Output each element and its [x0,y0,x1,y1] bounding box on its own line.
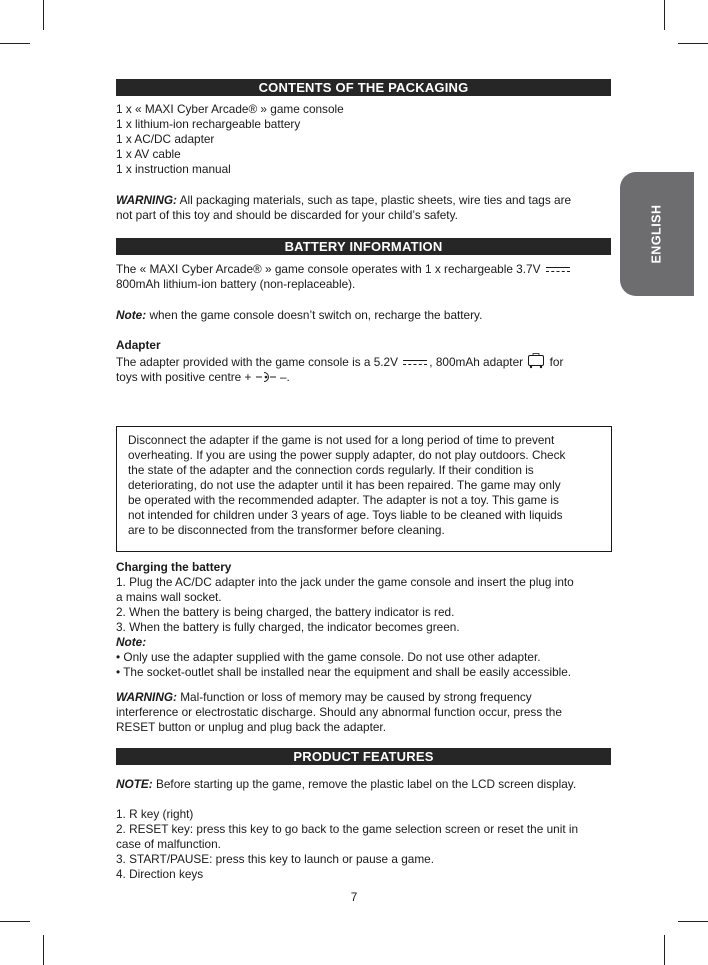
note-item: • Only use the adapter supplied with the game console. Do not use other adapter. [116,650,541,664]
warning-label: WARNING: [116,690,177,704]
list-item: 4. Direction keys [116,867,204,881]
note-label: NOTE: [116,777,153,791]
box-line: the state of the adapter and the connection cords regularly. If their condition is [128,463,534,477]
crop-mark [678,921,708,922]
warning-label: WARNING: [116,193,177,207]
adapter-text: for [549,355,564,369]
charging-step: 2. When the battery is being charged, the battery indicator is red. [116,605,455,619]
list-item: 2. RESET key: press this key to go back to the game selection screen or reset the unit in [116,822,579,836]
dc-symbol-icon [403,359,427,367]
adapter-text: toys with positive centre + [116,370,252,384]
warning-text: RESET button or unplug and plug back the adapter. [116,720,386,734]
list-item: 1 x « MAXI Cyber Arcade® » game console [116,102,344,116]
crop-mark [43,935,44,965]
list-item: 1 x AV cable [116,147,181,161]
interference-warning [116,690,612,735]
box-line: deteriorating, do not use the adapter until it has been repaired. The game may only [128,478,561,492]
warning-text: All packaging materials, such as tape, plastic sheets, wire ties and tags are [179,193,572,207]
adapter-title: Adapter [116,338,161,352]
section-heading-contents: CONTENTS OF THE PACKAGING [116,79,611,96]
language-tab-label: ENGLISH [649,204,664,264]
box-line: not intended for children under 3 years of age. Toys liable to be cleaned with liquids [128,508,563,522]
language-tab [620,172,694,296]
adapter-warning-box [116,426,612,552]
note-label: Note: [116,308,147,322]
warning-text: Mal-function or loss of memory may be caused by strong frequency [180,690,532,704]
crop-mark [664,0,665,30]
adapter-text: –. [279,370,290,384]
section-heading-battery: BATTERY INFORMATION [116,238,611,255]
box-line: Disconnect the adapter if the game is not used for a long period of time to prevent [128,433,555,447]
charging-step: 3. When the battery is fully charged, the indicator becomes green. [116,620,460,634]
features-note [116,777,612,792]
box-line: are to be disconnected from the transformer before cleaning. [128,523,445,537]
list-item: 1. R key (right) [116,807,194,821]
battery-intro-text: The « MAXI Cyber Arcade® » game console operates with 1 x rechargeable 3.7V [116,262,541,276]
list-item: 3. START/PAUSE: press this key to launch or pause a game. [116,852,435,866]
adapter-text: The adapter provided with the game console is a 5.2V [116,355,398,369]
charging-step: a mains wall socket. [116,590,222,604]
crop-mark [678,43,708,44]
list-item: 1 x lithium-ion rechargeable battery [116,117,301,131]
page-number: 7 [350,890,358,904]
note-text: Before starting up the game, remove the plastic label on the LCD screen display. [155,777,577,791]
section-heading-features: PRODUCT FEATURES [116,748,611,765]
note-label: Note: [116,635,147,649]
battery-intro-text: 800mAh lithium-ion battery (non-replaceable). [116,277,356,291]
polarity-icon [255,371,277,383]
features-list [116,807,612,882]
dc-symbol-icon [546,266,570,274]
charging-step: 1. Plug the AC/DC adapter into the jack under the game console and insert the plug into [116,575,574,589]
adapter-text: , 800mAh adapter [429,355,524,369]
transformer-icon [527,353,545,369]
packaging-warning [116,193,612,223]
crop-mark [664,935,665,965]
box-line: overheating. If you are using the power supply adapter, do not play outdoors. Check [128,448,566,462]
battery-note [116,308,612,323]
contents-list [116,102,612,177]
crop-mark [0,43,30,44]
note-text: when the game console doesn’t switch on, recharge the battery. [149,308,483,322]
crop-mark [0,921,30,922]
box-line: be operated with the recommended adapter. The adapter is not a toy. This game is [128,493,559,507]
note-item: • The socket-outlet shall be installed near the equipment and shall be easily accessible. [116,665,572,679]
charging-section [116,560,612,680]
list-item: 1 x instruction manual [116,162,231,176]
list-item: case of malfunction. [116,837,221,851]
adapter-section [116,338,612,385]
charging-title: Charging the battery [116,560,232,574]
battery-intro [116,262,612,292]
list-item: 1 x AC/DC adapter [116,132,215,146]
crop-mark [43,0,44,30]
warning-text: not part of this toy and should be discarded for your child’s safety. [116,208,458,222]
warning-text: interference or electrostatic discharge. Should any abnormal function occur, press the [116,705,562,719]
